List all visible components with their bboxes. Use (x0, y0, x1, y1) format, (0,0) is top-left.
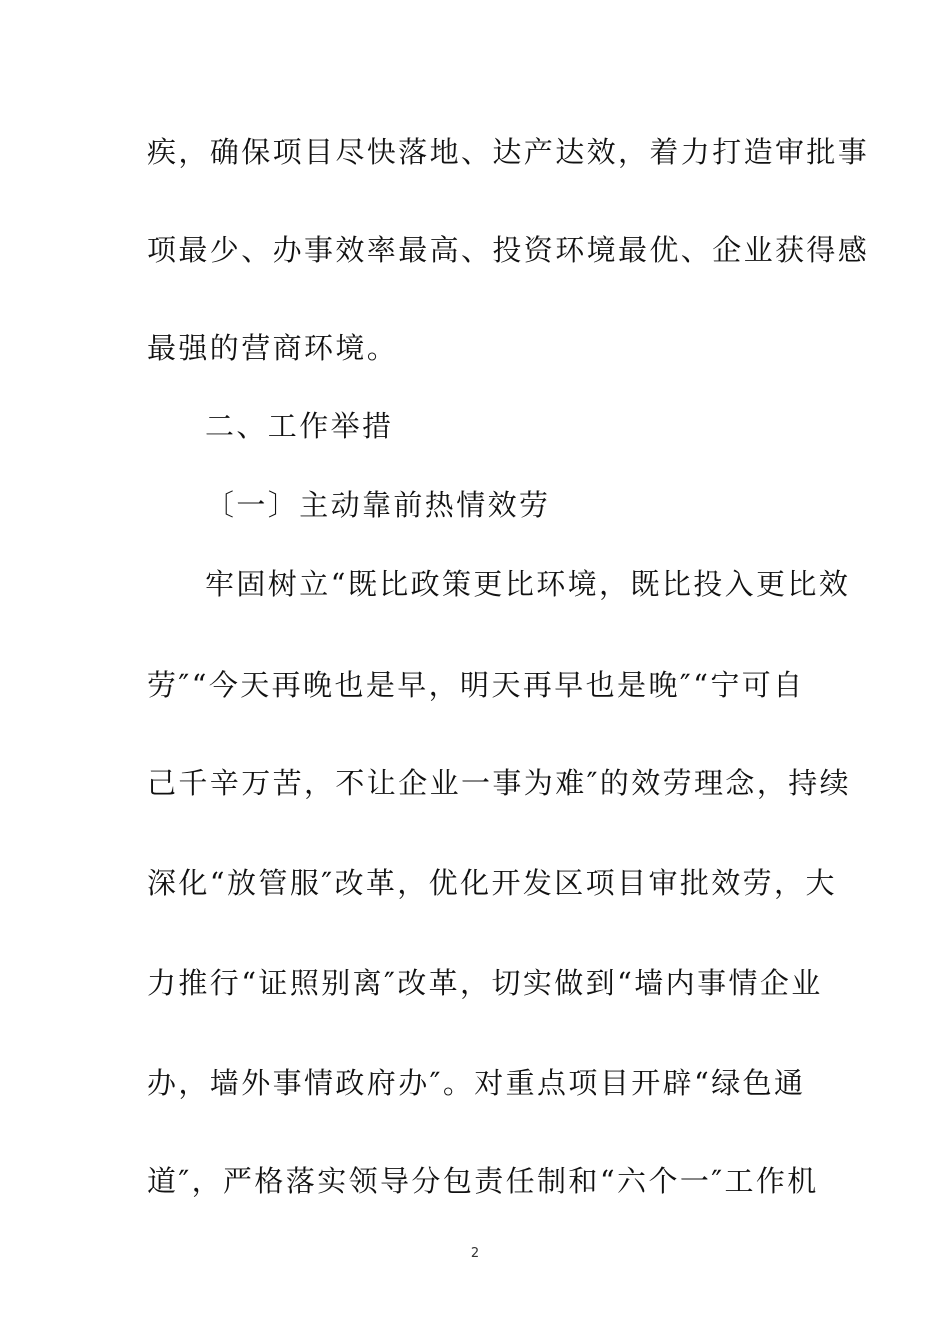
page-number: 2 (470, 1246, 480, 1261)
body-text-line: 疾，确保项目尽快落地、达产达效，着力打造审批事 (147, 135, 870, 169)
body-text-line: 力推行“证照别离″改革，切实做到“墙内事情企业 (147, 966, 823, 1000)
subsection-heading: 〔一〕主动靠前热情效劳 (205, 488, 551, 522)
body-text-line: 道″，严格落实领导分包责任制和“六个一″工作机 (147, 1164, 819, 1198)
body-text-line: 己千辛万苦，不让企业一事为难″的效劳理念，持续 (147, 766, 852, 800)
section-heading: 二、工作举措 (205, 409, 394, 443)
body-text-line: 项最少、办事效率最高、投资环境最优、企业获得感 (147, 233, 870, 267)
body-text-line: 劳″“今天再晚也是早，明天再早也是晚″“宁可自 (147, 668, 805, 702)
body-text-line: 深化“放管服″改革，优化开发区项目审批效劳，大 (147, 866, 837, 900)
body-text-line: 最强的营商环境。 (147, 331, 399, 365)
body-text-line: 牢固树立“既比政策更比环境，既比投入更比效 (205, 567, 851, 601)
body-text-line: 办，墙外事情政府办″。对重点项目开辟“绿色通 (147, 1066, 806, 1100)
